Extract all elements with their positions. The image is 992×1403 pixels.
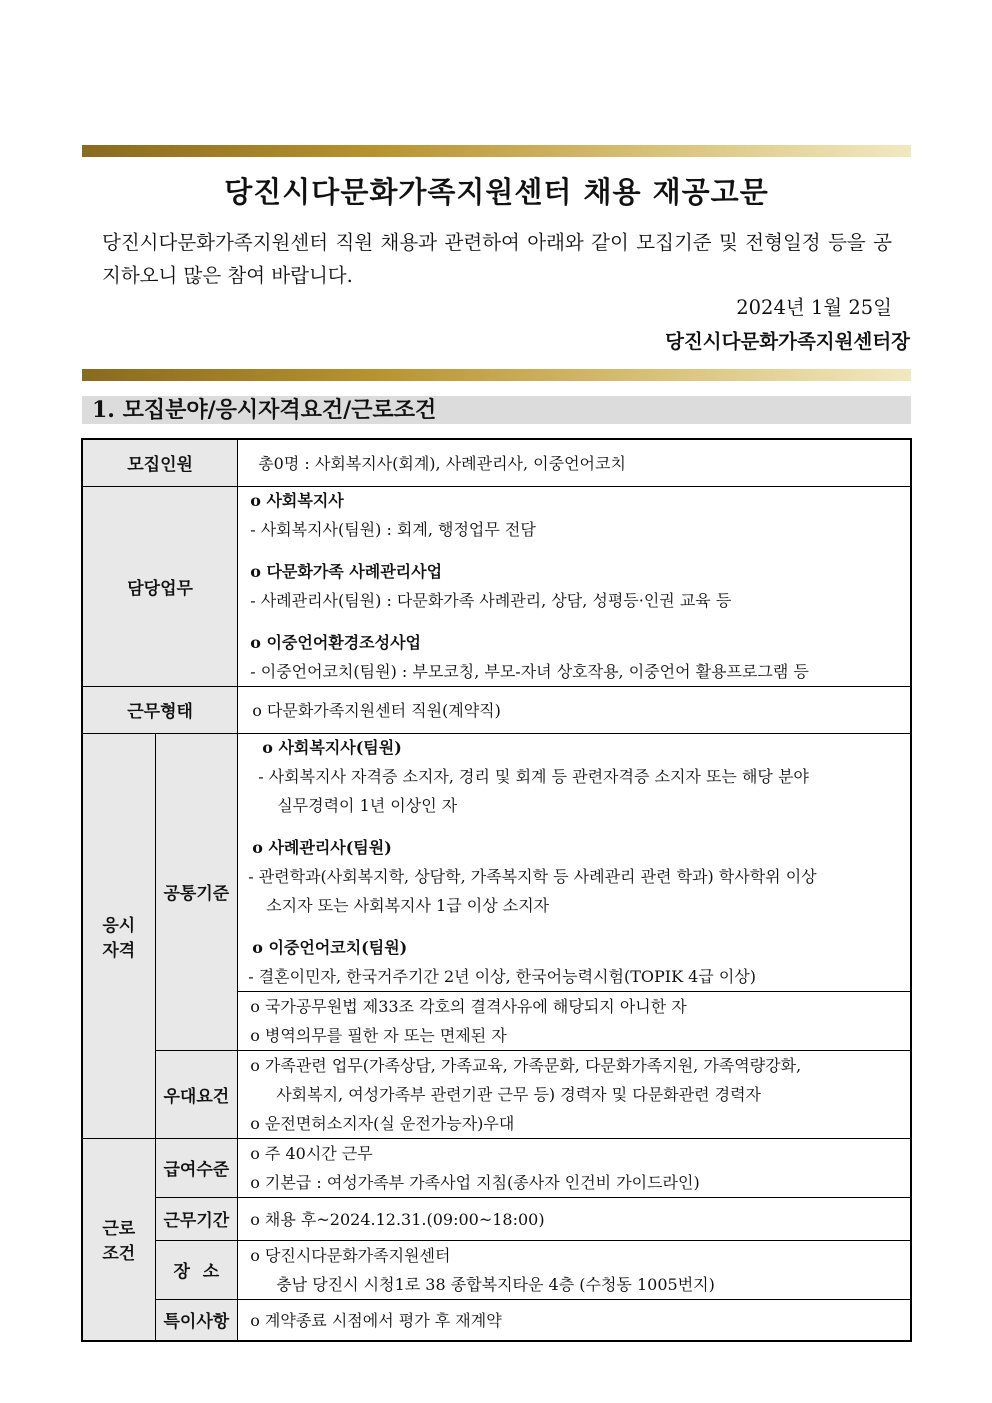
bottom-gold-divider: [82, 369, 911, 381]
preferred-line-1: o 가족관련 업무(가족상담, 가족교육, 가족문화, 다문화가족지원, 가족역량강화,: [250, 1055, 802, 1075]
row-work-type: [82, 686, 911, 733]
role-line-2a: - 관련학과(사회복지학, 상담학, 가족복지학 등 사례관리 관련 학과) 학사학위 이상: [248, 866, 817, 886]
label-duties: 담당업무: [82, 486, 238, 686]
label-qualification: [82, 733, 155, 1138]
label-recruit: 모집인원: [82, 439, 238, 486]
role-head-1: o 사회복지사(팀원): [262, 737, 402, 757]
common-roles: [238, 733, 911, 991]
place-label-b: 소: [202, 1262, 220, 1282]
row-duties: [82, 486, 911, 686]
page-title: 당진시다문화가족지원센터 채용 재공고문: [224, 175, 769, 209]
duty-head-2: o 다문화가족 사례관리사업: [250, 561, 443, 581]
notes-content: o 계약종료 시점에서 평가 후 재계약: [238, 1299, 911, 1341]
preferred-content: [238, 1050, 911, 1138]
label-place: [155, 1240, 238, 1299]
row-recruit: [82, 439, 911, 486]
duty-desc-3: - 이중언어코치(팀원) : 부모코칭, 부모-자녀 상호작용, 이중언어 활용프로그램 등: [250, 661, 809, 681]
value-work-type: o 다문화가족지원센터 직원(계약직): [238, 686, 911, 733]
signature: 당진시다문화가족지원센터장: [665, 330, 910, 353]
top-gold-divider: [82, 145, 911, 157]
intro-paragraph: 당진시다문화가족지원센터 직원 채용과 관련하여 아래와 같이 모집기준 및 전형일정 등을 공지하오니 많은 참여 바랍니다.: [102, 231, 892, 287]
label-conditions: [82, 1138, 155, 1341]
duty-head-1: o 사회복지사: [250, 490, 344, 510]
label-work-type: 근무형태: [82, 686, 238, 733]
conditions-label-1: 근로: [102, 1219, 136, 1240]
duty-head-3: o 이중언어환경조성사업: [250, 632, 422, 652]
label-period: 근무기간: [155, 1197, 238, 1240]
role-line-2b: 소지자 또는 사회복지사 1급 이상 소지자: [266, 895, 550, 915]
common-general: [238, 991, 911, 1050]
place-content: [238, 1240, 911, 1299]
recruit-text: 총0명 : 사회복지사(회계), 사례관리사, 이중언어코치: [258, 454, 626, 474]
row-place: [82, 1240, 911, 1299]
qualification-label-2: 자격: [102, 940, 136, 961]
place-line-2: 충남 당진시 시청1로 38 종합복지타운 4층 (수청동 1005번지): [276, 1274, 715, 1294]
role-head-2: o 사례관리사(팀원): [252, 837, 392, 857]
role-head-3: o 이중언어코치(팀원): [252, 937, 408, 957]
row-preferred: [82, 1050, 911, 1138]
value-recruit: [238, 439, 911, 486]
salary-content: [238, 1138, 911, 1197]
salary-line-1: o 주 40시간 근무: [250, 1143, 373, 1163]
qualification-label-1: 응시: [102, 915, 136, 936]
place-label-a: 장: [173, 1262, 190, 1282]
general-line-2: o 병역의무를 필한 자 또는 면제된 자: [250, 1025, 507, 1045]
role-line-3a: - 결혼이민자, 한국거주기간 2년 이상, 한국어능력시험(TOPIK 4급 이상): [248, 966, 756, 986]
label-notes: 특이사항: [155, 1299, 238, 1341]
section-title: 1. 모집분야/응시자격요건/근로조건: [92, 397, 437, 423]
conditions-label-2: 조건: [102, 1244, 136, 1265]
preferred-line-3: o 운전면허소지자(실 운전가능자)우대: [250, 1113, 515, 1133]
duty-desc-2: - 사례관리사(팀원) : 다문화가족 사례관리, 상담, 성평등·인권 교육 등: [250, 590, 732, 610]
row-common-roles: [82, 733, 911, 991]
label-salary: 급여수준: [155, 1138, 238, 1197]
label-common: 공통기준: [155, 733, 238, 1050]
row-notes: [82, 1299, 911, 1341]
value-duties: [238, 486, 911, 686]
recruitment-table: [81, 438, 912, 1342]
row-salary: [82, 1138, 911, 1197]
row-period: [82, 1197, 911, 1240]
section-heading: [82, 396, 911, 424]
notice-date: 2024년 1월 25일: [736, 296, 892, 319]
period-content: o 채용 후~2024.12.31.(09:00~18:00): [238, 1197, 911, 1240]
label-preferred: 우대요건: [155, 1050, 238, 1138]
role-line-1a: - 사회복지사 자격증 소지자, 경리 및 회계 등 관련자격증 소지자 또는 해당 분야: [258, 766, 809, 786]
preferred-line-2: 사회복지, 여성가족부 관련기관 근무 등) 경력자 및 다문화관련 경력자: [276, 1084, 761, 1104]
role-line-1b: 실무경력이 1년 이상인 자: [277, 795, 458, 815]
place-line-1: o 당진시다문화가족지원센터: [250, 1245, 451, 1265]
duty-desc-1: - 사회복지사(팀원) : 회계, 행정업무 전담: [250, 519, 536, 539]
salary-line-2: o 기본급 : 여성가족부 가족사업 지침(종사자 인건비 가이드라인): [250, 1172, 700, 1192]
general-line-1: o 국가공무원법 제33조 각호의 결격사유에 해당되지 아니한 자: [250, 996, 687, 1016]
